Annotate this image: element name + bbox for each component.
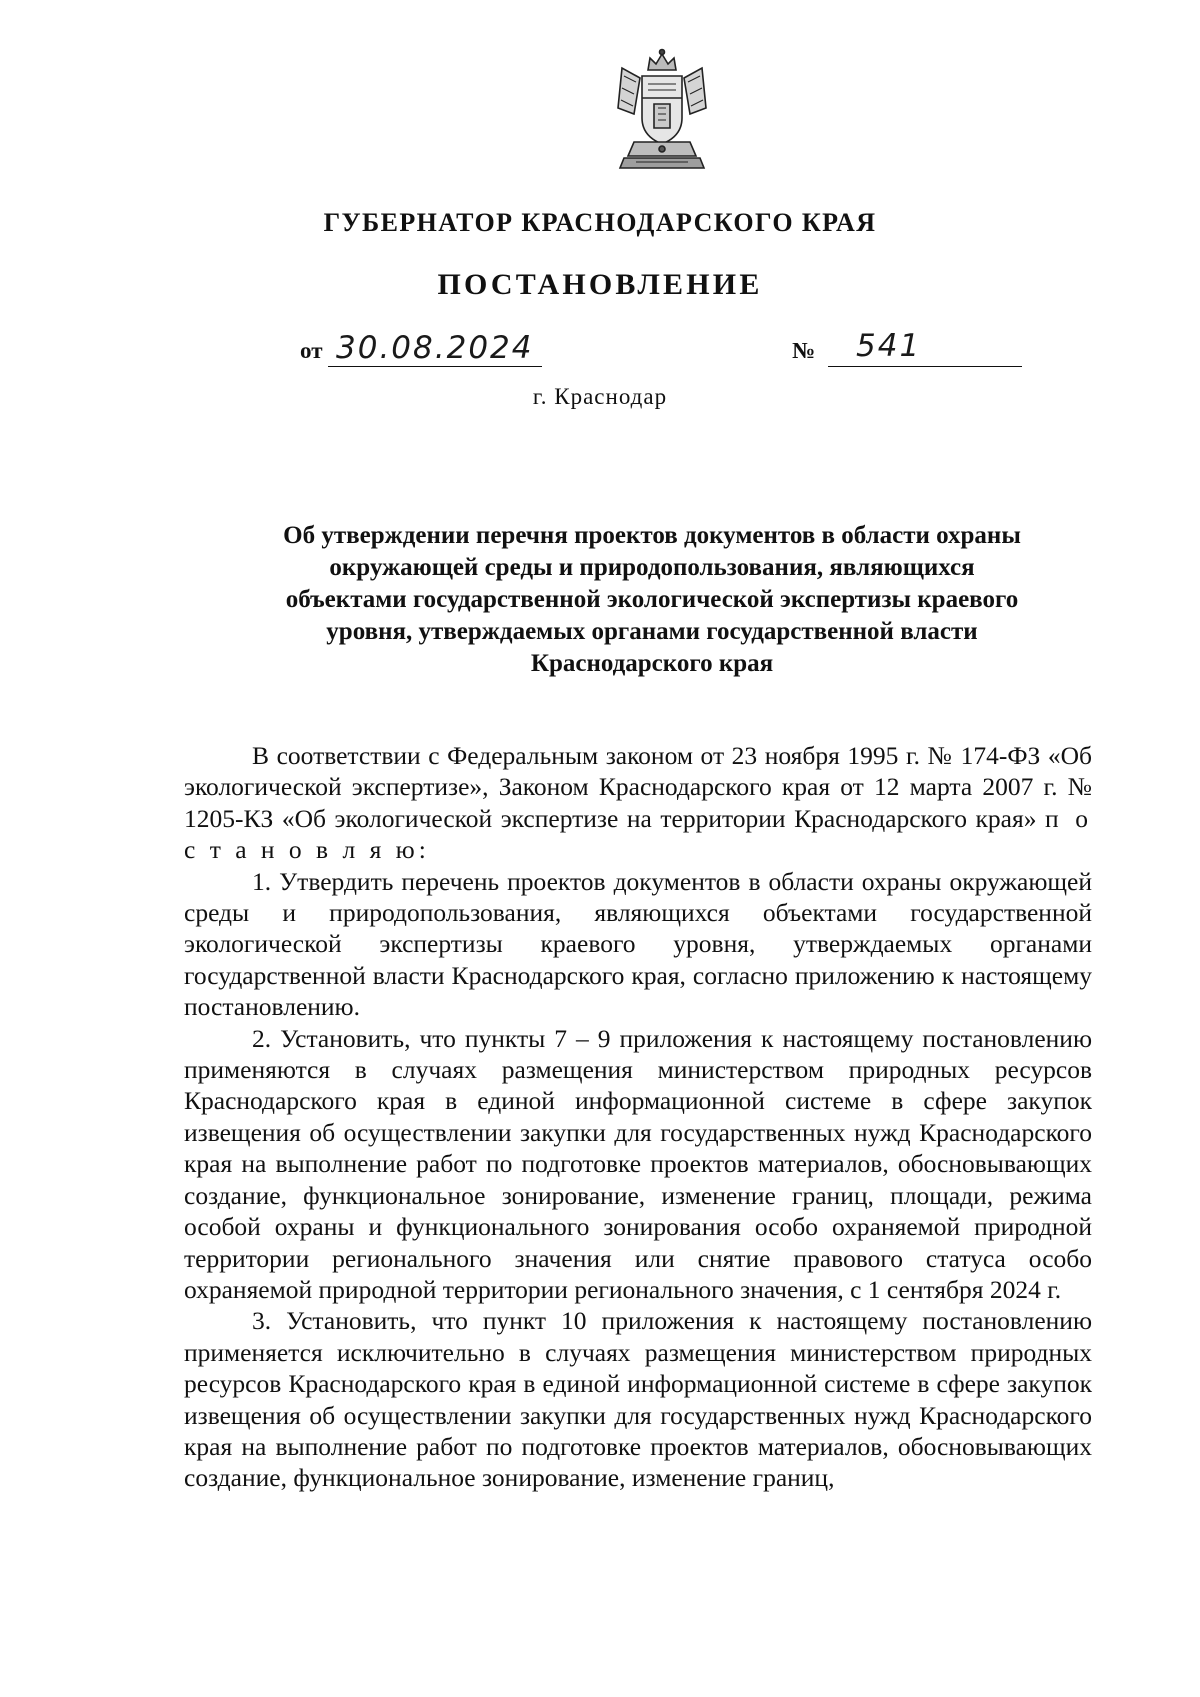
clause-2: 2. Установить, что пункты 7 – 9 приложения к настоящему постановлению применяются в случаях размещения министерством природных ресурсов Краснодарского края в единой информационной системе в сфере закупок извещения об осуществлении закупки для государственных нужд Краснодарского края на выполнение работ по подготовке проектов материалов, обосновывающих создание, функциональное зонирование, изменение границ, площади, режима особой охраны и функционального зонирования особо охраняемой природной территории регионального значения или снятие правового статуса особо охраняемой природной территории регионального значения, с 1 сентября 2024 г. bbox=[184, 1023, 1092, 1304]
date-underline bbox=[328, 366, 542, 367]
handwritten-number: 541 bbox=[856, 328, 922, 364]
number-label: № bbox=[792, 338, 816, 363]
decree-subject: Об утверждении перечня проектов документов в области охраны окружающей среды и природопользования, являющихся объектами государственной экологической экспертизы краевого уровня, утверждаемых органами государственной власти Краснодарского края bbox=[283, 522, 1021, 677]
issuing-authority: ГУБЕРНАТОР КРАСНОДАРСКОГО КРАЯ bbox=[323, 208, 877, 237]
decree-body bbox=[184, 740, 1092, 1494]
city-of-issue: г. Краснодар bbox=[532, 384, 668, 409]
preamble-text: В соответствии с Федеральным законом от 23 ноября 1995 г. № 174-ФЗ «Об экологической экспертизе», Законом Краснодарского края от 12 марта 2007 г. № 1205-КЗ «Об экологической экспертизе на территории Краснодарского края» bbox=[184, 741, 1092, 833]
date-label: от bbox=[300, 338, 323, 363]
number-underline bbox=[828, 366, 1022, 367]
decree-word: п о с т а н о в л я ю: bbox=[184, 803, 1092, 865]
preamble-paragraph bbox=[184, 740, 1092, 866]
document-type-title: ПОСТАНОВЛЕНИЕ bbox=[437, 268, 763, 301]
clause-3: 3. Установить, что пункт 10 приложения к настоящему постановлению применяется исключительно в случаях размещения министерством природных ресурсов Краснодарского края в единой информационной системе в сфере закупок извещения об осуществлении закупки для государственных нужд Краснодарского края на выполнение работ по подготовке проектов материалов, обосновывающих создание, функциональное зонирование, изменение границ, bbox=[184, 1306, 1092, 1493]
handwritten-date: 30.08.2024 bbox=[336, 330, 534, 366]
clause-1: 1. Утвердить перечень проектов документов в области охраны окружающей среды и природопользования, являющихся объектами государственной экологической экспертизы краевого уровня, утверждаемых органами государственной власти Краснодарского края, согласно приложению к настоящему постановлению. bbox=[184, 866, 1092, 1022]
coat-of-arms-icon bbox=[604, 48, 720, 172]
